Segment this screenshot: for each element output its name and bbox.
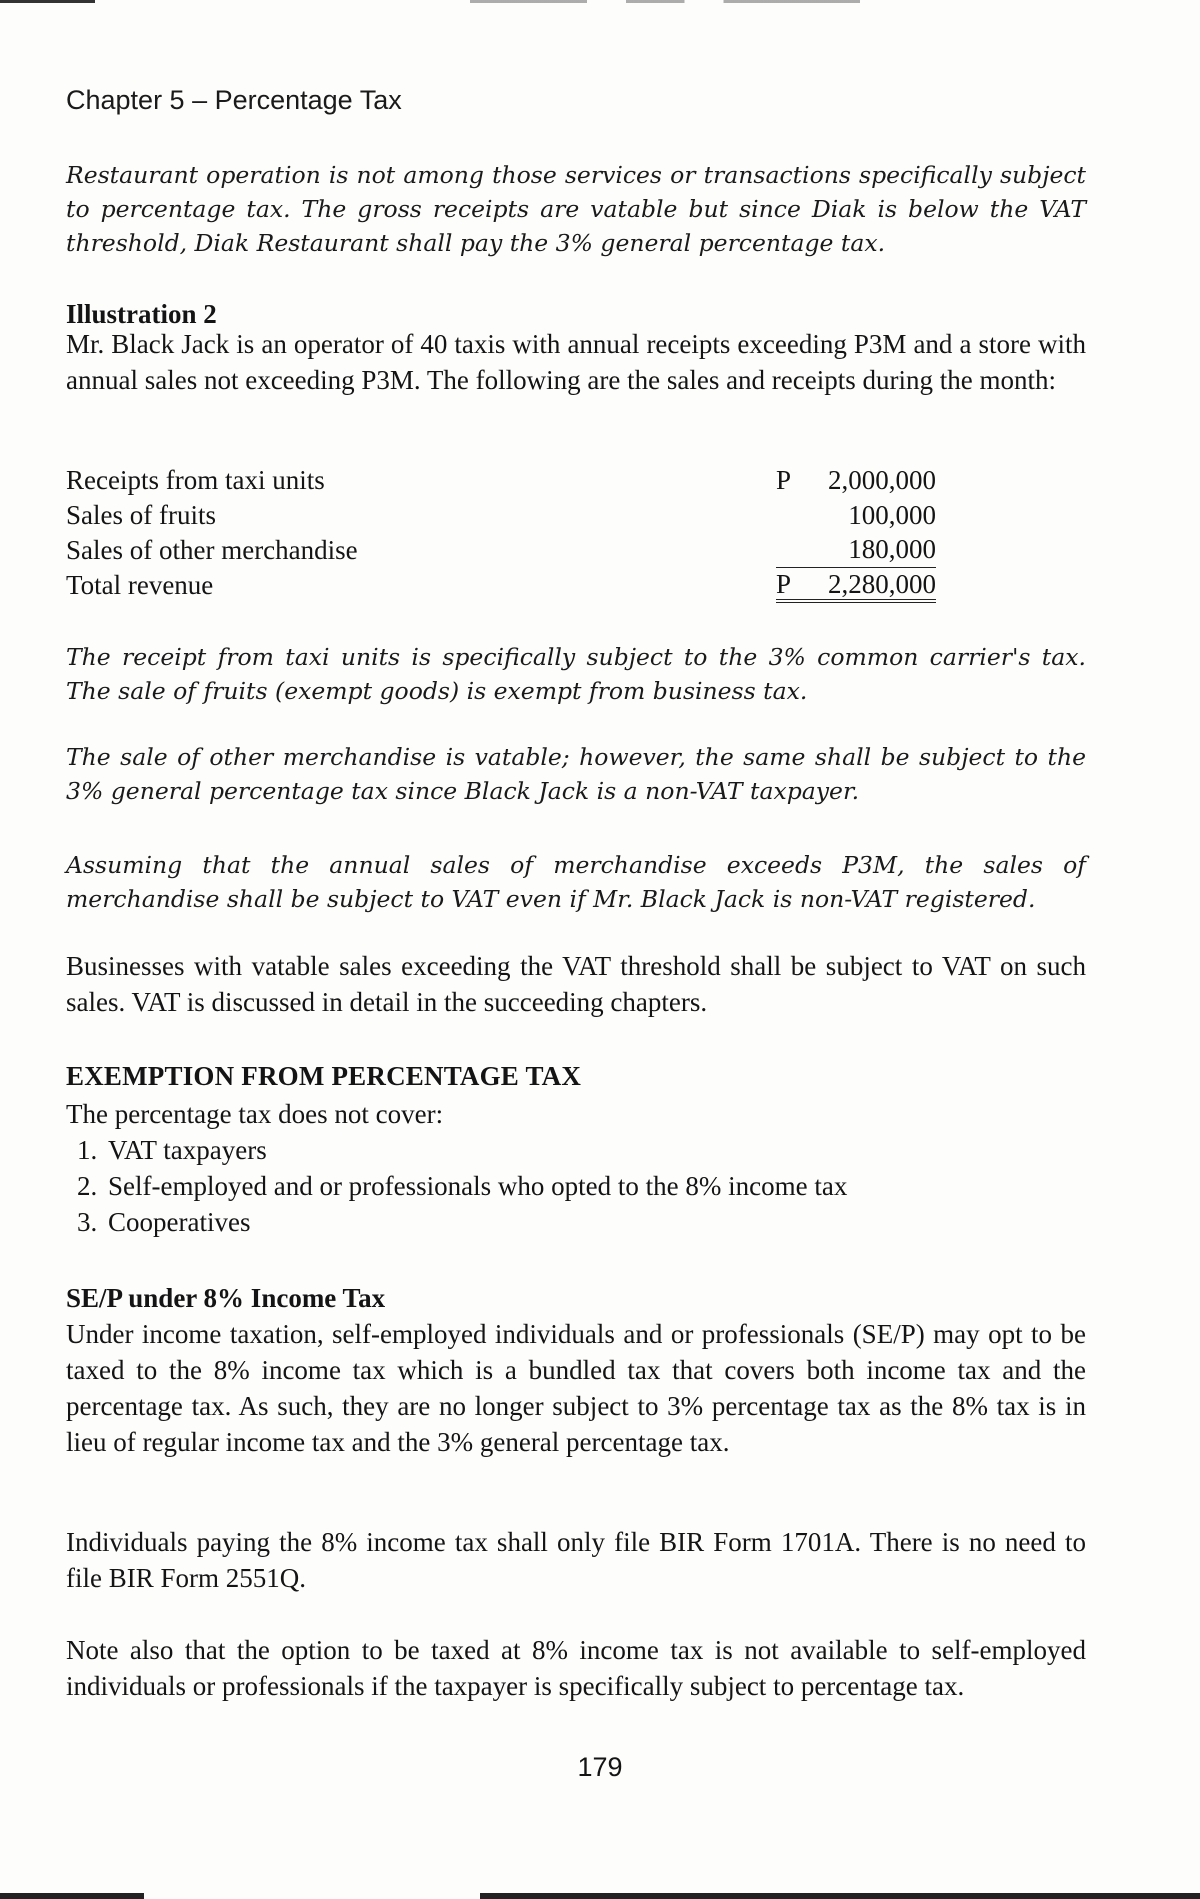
revenue-row [66,533,936,568]
list-item: 1. VAT taxpayers [104,1132,1086,1168]
amount-value: 2,000,000 [828,465,936,495]
vat-paragraph: Businesses with vatable sales exceeding the VAT threshold shall be subject to VAT on such sales. VAT is discussed in detail in the succeeding chapters. [66,951,1086,1017]
revenue-total-amount [776,568,936,603]
revenue-label: Sales of fruits [66,500,216,530]
note-paragraph: The sale of other merchandise is vatable; however, the same shall be subject to the 3% general percentage tax since Black Jack is a non-VAT taxpayer. [66,743,1086,805]
note-paragraph: The receipt from taxi units is specifically subject to the 3% common carrier's tax. The sale of fruits (exempt goods) is exempt from business tax. [66,643,1086,705]
note-paragraph: Assuming that the annual sales of merchandise exceeds P3M, the sales of merchandise shall be subject to VAT even if Mr. Black Jack is non-VAT registered. [66,851,1086,913]
revenue-table [66,463,936,603]
exemption-list [66,1132,1086,1240]
revenue-row-total [66,568,936,603]
revenue-row [66,463,936,498]
intro-paragraph: Restaurant operation is not among those services or transactions specifically subject to percentage tax. The gross receipts are vatable but since Diak is below the VAT threshold, Diak Restaurant shall pay the 3% general percentage tax. [66,161,1086,257]
sep-paragraph: Under income taxation, self-employed individuals and or professionals (SE/P) may opt to be taxed to the 8% income tax which is a bundled tax that covers both income tax and the percentage tax. As such, they are no longer subject to 3% percentage tax as the 8% tax is in lieu of regular income tax and the 3% general percentage tax. [66,1319,1086,1457]
list-item: 2. Self-employed and or professionals who opted to the 8% income tax [104,1168,1086,1204]
revenue-label: Sales of other merchandise [66,535,358,565]
chapter-header: Chapter 5 – Percentage Tax [66,85,402,115]
illustration-text: Mr. Black Jack is an operator of 40 taxis with annual receipts exceeding P3M and a store with annual sales not exceeding P3M. The following are the sales and receipts during the month: [66,329,1086,395]
revenue-amount [776,463,936,498]
sep-heading: SE/P under 8% Income Tax [66,1283,386,1313]
scan-bleed-top [470,0,860,3]
scan-edge-bottom [0,1893,1200,1899]
revenue-amount: 180,000 [776,533,936,568]
scan-edge-top [0,0,95,3]
sep-paragraph: Individuals paying the 8% income tax shall only file BIR Form 1701A. There is no need to file BIR Form 2551Q. [66,1527,1086,1593]
sep-paragraph: Note also that the option to be taxed at 8% income tax is not available to self-employed individuals or professionals if the taxpayer is specifically subject to percentage tax. [66,1635,1086,1701]
page-number: 179 [577,1752,623,1782]
currency-symbol: P [776,465,792,495]
list-item: 3. Cooperatives [104,1204,1086,1240]
revenue-label: Receipts from taxi units [66,465,325,495]
exemption-intro: The percentage tax does not cover: [66,1099,444,1129]
exemption-heading: EXEMPTION FROM PERCENTAGE TAX [66,1061,582,1091]
revenue-row [66,498,936,533]
illustration-heading: Illustration 2 [66,299,217,329]
revenue-amount: 100,000 [848,500,936,530]
currency-symbol: P [776,569,792,599]
amount-value: 2,280,000 [828,569,936,599]
revenue-label: Total revenue [66,570,214,600]
exemption-list-wrapper [66,1132,1086,1240]
